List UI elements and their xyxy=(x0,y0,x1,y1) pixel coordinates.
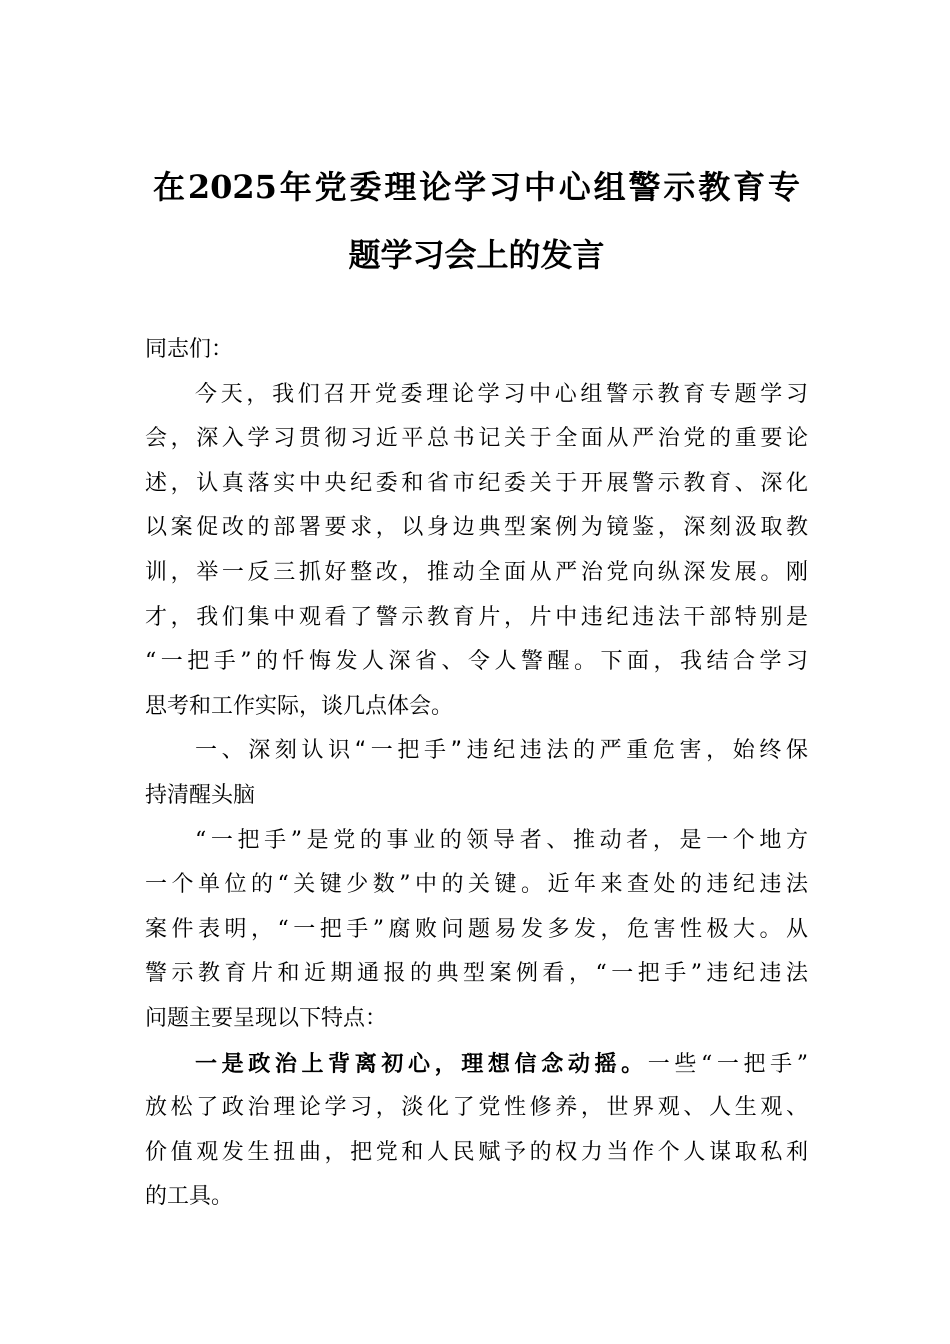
text-line: 警示教育片和近期通报的典型案例看，“一把手”违纪违法 xyxy=(145,961,808,987)
text-line: 思考和工作实际，谈几点体会。 xyxy=(145,693,454,719)
text-line: “一把手”的忏悔发人深省、令人警醒。下面，我结合学习 xyxy=(145,649,808,675)
text-line: 放松了政治理论学习，淡化了党性修养，世界观、人生观、 xyxy=(145,1095,808,1121)
document-title-line-1: 在2025年党委理论学习中心组警示教育专 xyxy=(153,168,800,206)
paragraph-intro xyxy=(145,373,808,730)
text-line: 训，举一反三抓好整改，推动全面从严治党向纵深发展。刚 xyxy=(145,559,808,585)
text-line xyxy=(145,1042,808,1087)
section-heading-1 xyxy=(145,729,808,818)
text-line: 会，深入学习贯彻习近平总书记关于全面从严治党的重要论 xyxy=(145,426,808,452)
text-line: 的工具。 xyxy=(145,1184,234,1210)
text-line: 今天，我们召开党委理论学习中心组警示教育专题学习 xyxy=(195,381,808,407)
bold-lead: 一是政治上背离初心，理想信念动摇。 xyxy=(195,1050,648,1077)
paragraph-point-one xyxy=(145,1042,808,1220)
text-line: 述，认真落实中央纪委和省市纪委关于开展警示教育、深化 xyxy=(145,470,808,496)
document-title-line-2: 题学习会上的发言 xyxy=(348,236,605,274)
text-run: 一些“一把手” xyxy=(647,1051,808,1077)
text-line: 价值观发生扭曲，把党和人民赋予的权力当作个人谋取私利 xyxy=(145,1139,808,1165)
heading-line: 持清醒头脑 xyxy=(145,782,256,808)
paragraph-characteristics xyxy=(145,819,808,1042)
document-body xyxy=(145,328,808,1220)
heading-line: 一、深刻认识“一把手”违纪违法的严重危害，始终保 xyxy=(195,738,808,764)
text-line: 才，我们集中观看了警示教育片，片中违纪违法干部特别是 xyxy=(145,604,808,630)
text-line: 以案促改的部署要求，以身边典型案例为镜鉴，深刻汲取教 xyxy=(145,515,808,541)
text-line: 问题主要呈现以下特点： xyxy=(145,1005,388,1031)
text-line: “一把手”是党的事业的领导者、推动者，是一个地方 xyxy=(195,827,808,853)
text-line: 案件表明，“一把手”腐败问题易发多发，危害性极大。从 xyxy=(145,916,808,942)
text-line: 一个单位的“关键少数”中的关键。近年来查处的违纪违法 xyxy=(145,872,808,898)
salutation: 同志们： xyxy=(145,337,234,362)
